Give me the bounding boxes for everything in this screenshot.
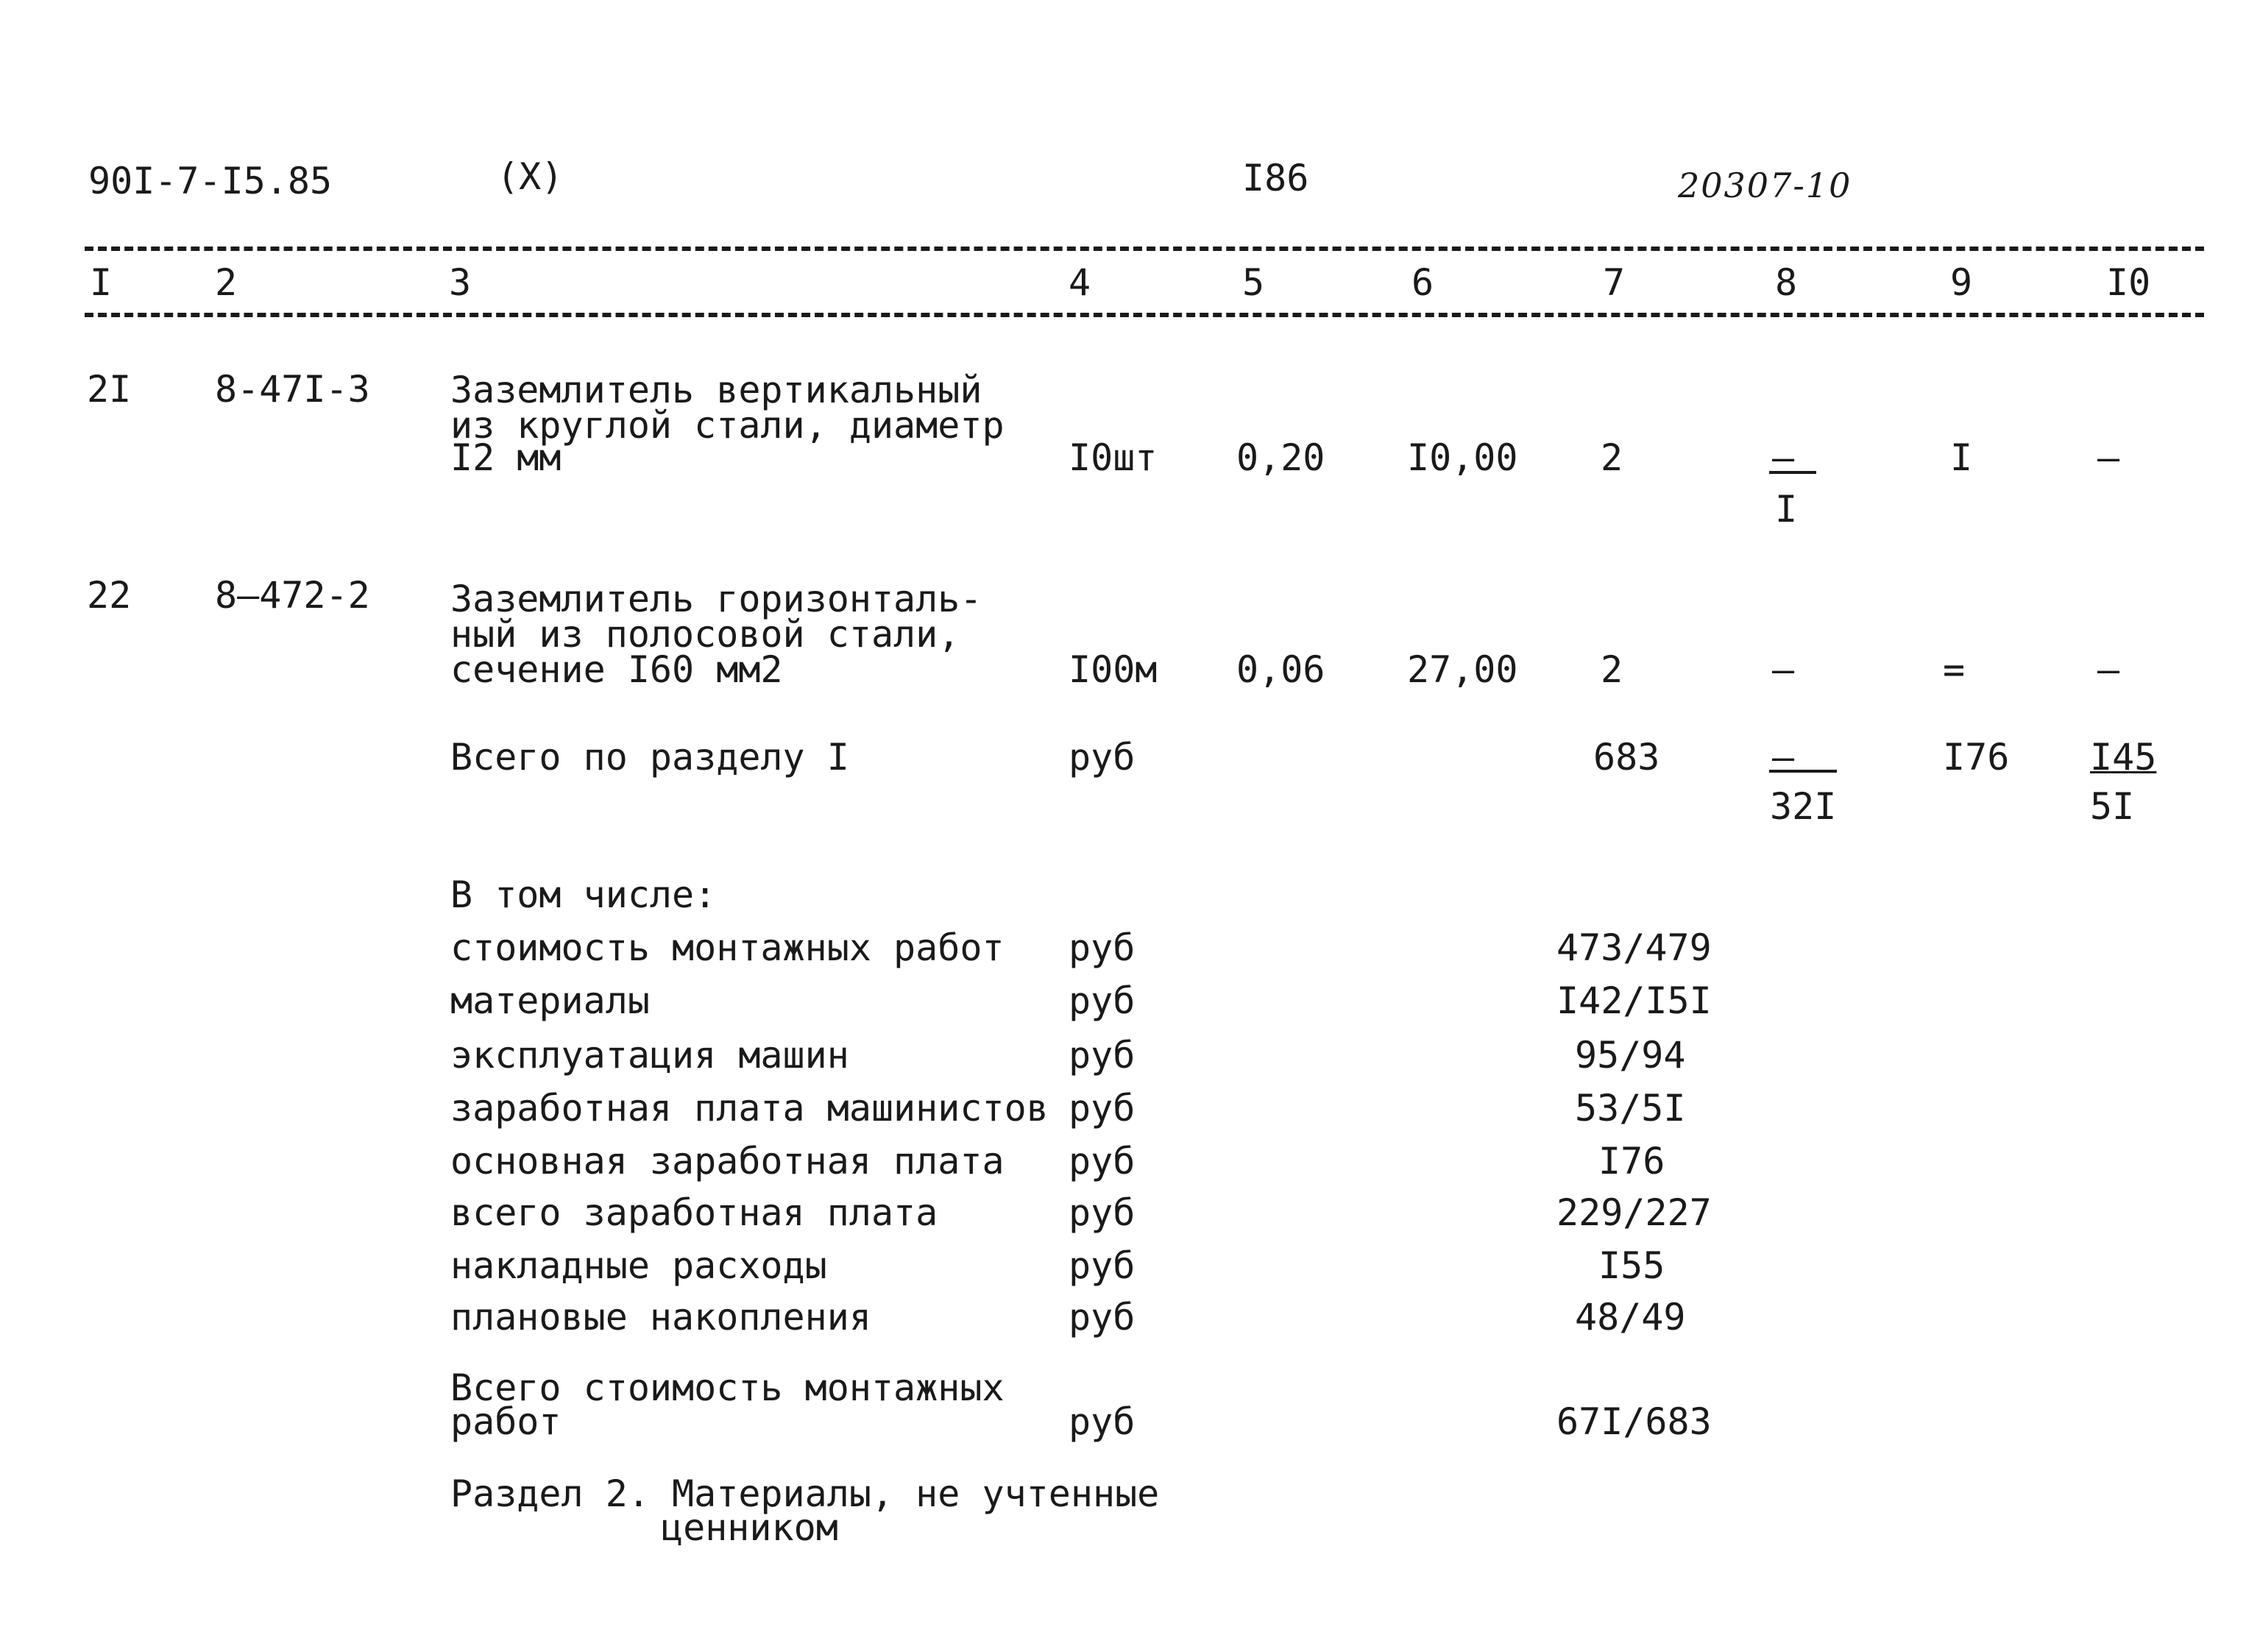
unit: руб [1069,926,1136,969]
column-header-7: 7 [1603,261,1626,304]
column-header-3: 3 [449,261,472,304]
unit: руб [1069,1087,1136,1130]
price-code: 8-47I-3 [215,368,370,411]
cost-item-value: I76 [1598,1140,1665,1183]
col-7-value: 683 [1593,736,1660,779]
section-mark: (X) [497,155,564,198]
fraction-bar [1769,770,1837,773]
col-10-value: – [2097,648,2120,691]
column-header-10: I0 [2106,261,2151,304]
cost-item-value: I55 [1598,1244,1665,1287]
header-bottom-rule [85,313,2204,317]
col-8-denominator: 32I [1770,785,1837,828]
grand-total-label-line: Всего стоимость монтажных [450,1366,1005,1409]
column-header-4: 4 [1069,261,1091,304]
header-top-rule [85,247,2204,251]
col-9-value: = [1943,648,1966,691]
column-header-9: 9 [1950,261,1973,304]
cost-item-value: 53/5I [1575,1087,1686,1130]
column-header-6: 6 [1411,261,1434,304]
item-name-line: сечение I60 мм2 [450,648,783,691]
cost-item-label: стоимость монтажных работ [450,926,1005,969]
col-9-value: I76 [1943,736,2010,779]
page-number: I86 [1242,157,1309,199]
column-header-8: 8 [1775,261,1798,304]
column-header-1: I [90,261,113,304]
cost-item-label: плановые накопления [450,1296,871,1339]
fraction-bar [1769,471,1816,474]
row-number: 22 [87,574,132,617]
cost-item-label: основная заработная плата [450,1140,1005,1183]
grand-total-value: 67I/683 [1556,1400,1712,1443]
unit: руб [1069,1034,1136,1077]
including-label: В том числе: [450,873,717,916]
quantity: 0,06 [1236,648,1325,691]
cost-item-value: 473/479 [1556,926,1712,969]
document-code: 90I-7-I5.85 [88,160,333,202]
col-10-value: – [2097,436,2120,479]
cost-item-label: накладные расходы [450,1244,827,1287]
item-name-line: Заземлитель горизонталь- [450,578,982,620]
quantity: 0,20 [1236,436,1325,479]
col-8-value: – [1772,648,1795,691]
col-7-value: 2 [1601,648,1623,691]
cost-item-label: всего заработная плата [450,1191,938,1234]
unit: I00м [1069,648,1158,691]
cost-item-value: 48/49 [1575,1296,1686,1339]
unit: руб [1069,1296,1136,1339]
unit: руб [1069,736,1136,779]
item-name-line: из круглой стали, диаметр [450,404,1005,447]
column-header-2: 2 [215,261,238,304]
column-header-5: 5 [1242,261,1265,304]
unit-price: I0,00 [1407,436,1518,479]
unit: I0шт [1069,436,1158,479]
handwritten-reference: 20307-10 [1678,166,1852,205]
col-7-value: 2 [1601,436,1623,479]
item-name-line: Заземлитель вертикальный [450,369,982,411]
section-2-heading-line-2: ценником [661,1506,838,1549]
col-8-denominator: I [1775,488,1798,531]
col-8-numerator: – [1772,736,1795,779]
row-number: 2I [87,368,132,411]
unit: руб [1069,979,1136,1022]
item-name-line: ный из полосовой стали, [450,613,960,656]
item-name-line: I2 мм [450,436,562,479]
cost-item-label: материалы [450,979,650,1022]
unit: руб [1069,1400,1136,1443]
unit: руб [1069,1191,1136,1234]
section-total-label: Всего по разделу I [450,736,849,779]
price-code: 8–472-2 [215,574,370,617]
unit-price: 27,00 [1407,648,1518,691]
col-10-numerator: I45 [2090,736,2157,779]
unit: руб [1069,1244,1136,1287]
grand-total-label-line: работ [450,1400,562,1443]
col-8-numerator: – [1772,436,1795,479]
cost-item-label: заработная плата машинистов [450,1087,1049,1130]
cost-item-value: 229/227 [1556,1191,1712,1234]
col-9-value: I [1950,436,1973,479]
cost-item-value: 95/94 [1575,1034,1686,1077]
cost-item-label: эксплуатация машин [450,1034,849,1077]
cost-item-value: I42/I5I [1556,979,1712,1022]
col-10-denominator: 5I [2090,785,2135,828]
section-2-heading: Раздел 2. Материалы, не учтенные [450,1472,1160,1515]
unit: руб [1069,1140,1136,1183]
